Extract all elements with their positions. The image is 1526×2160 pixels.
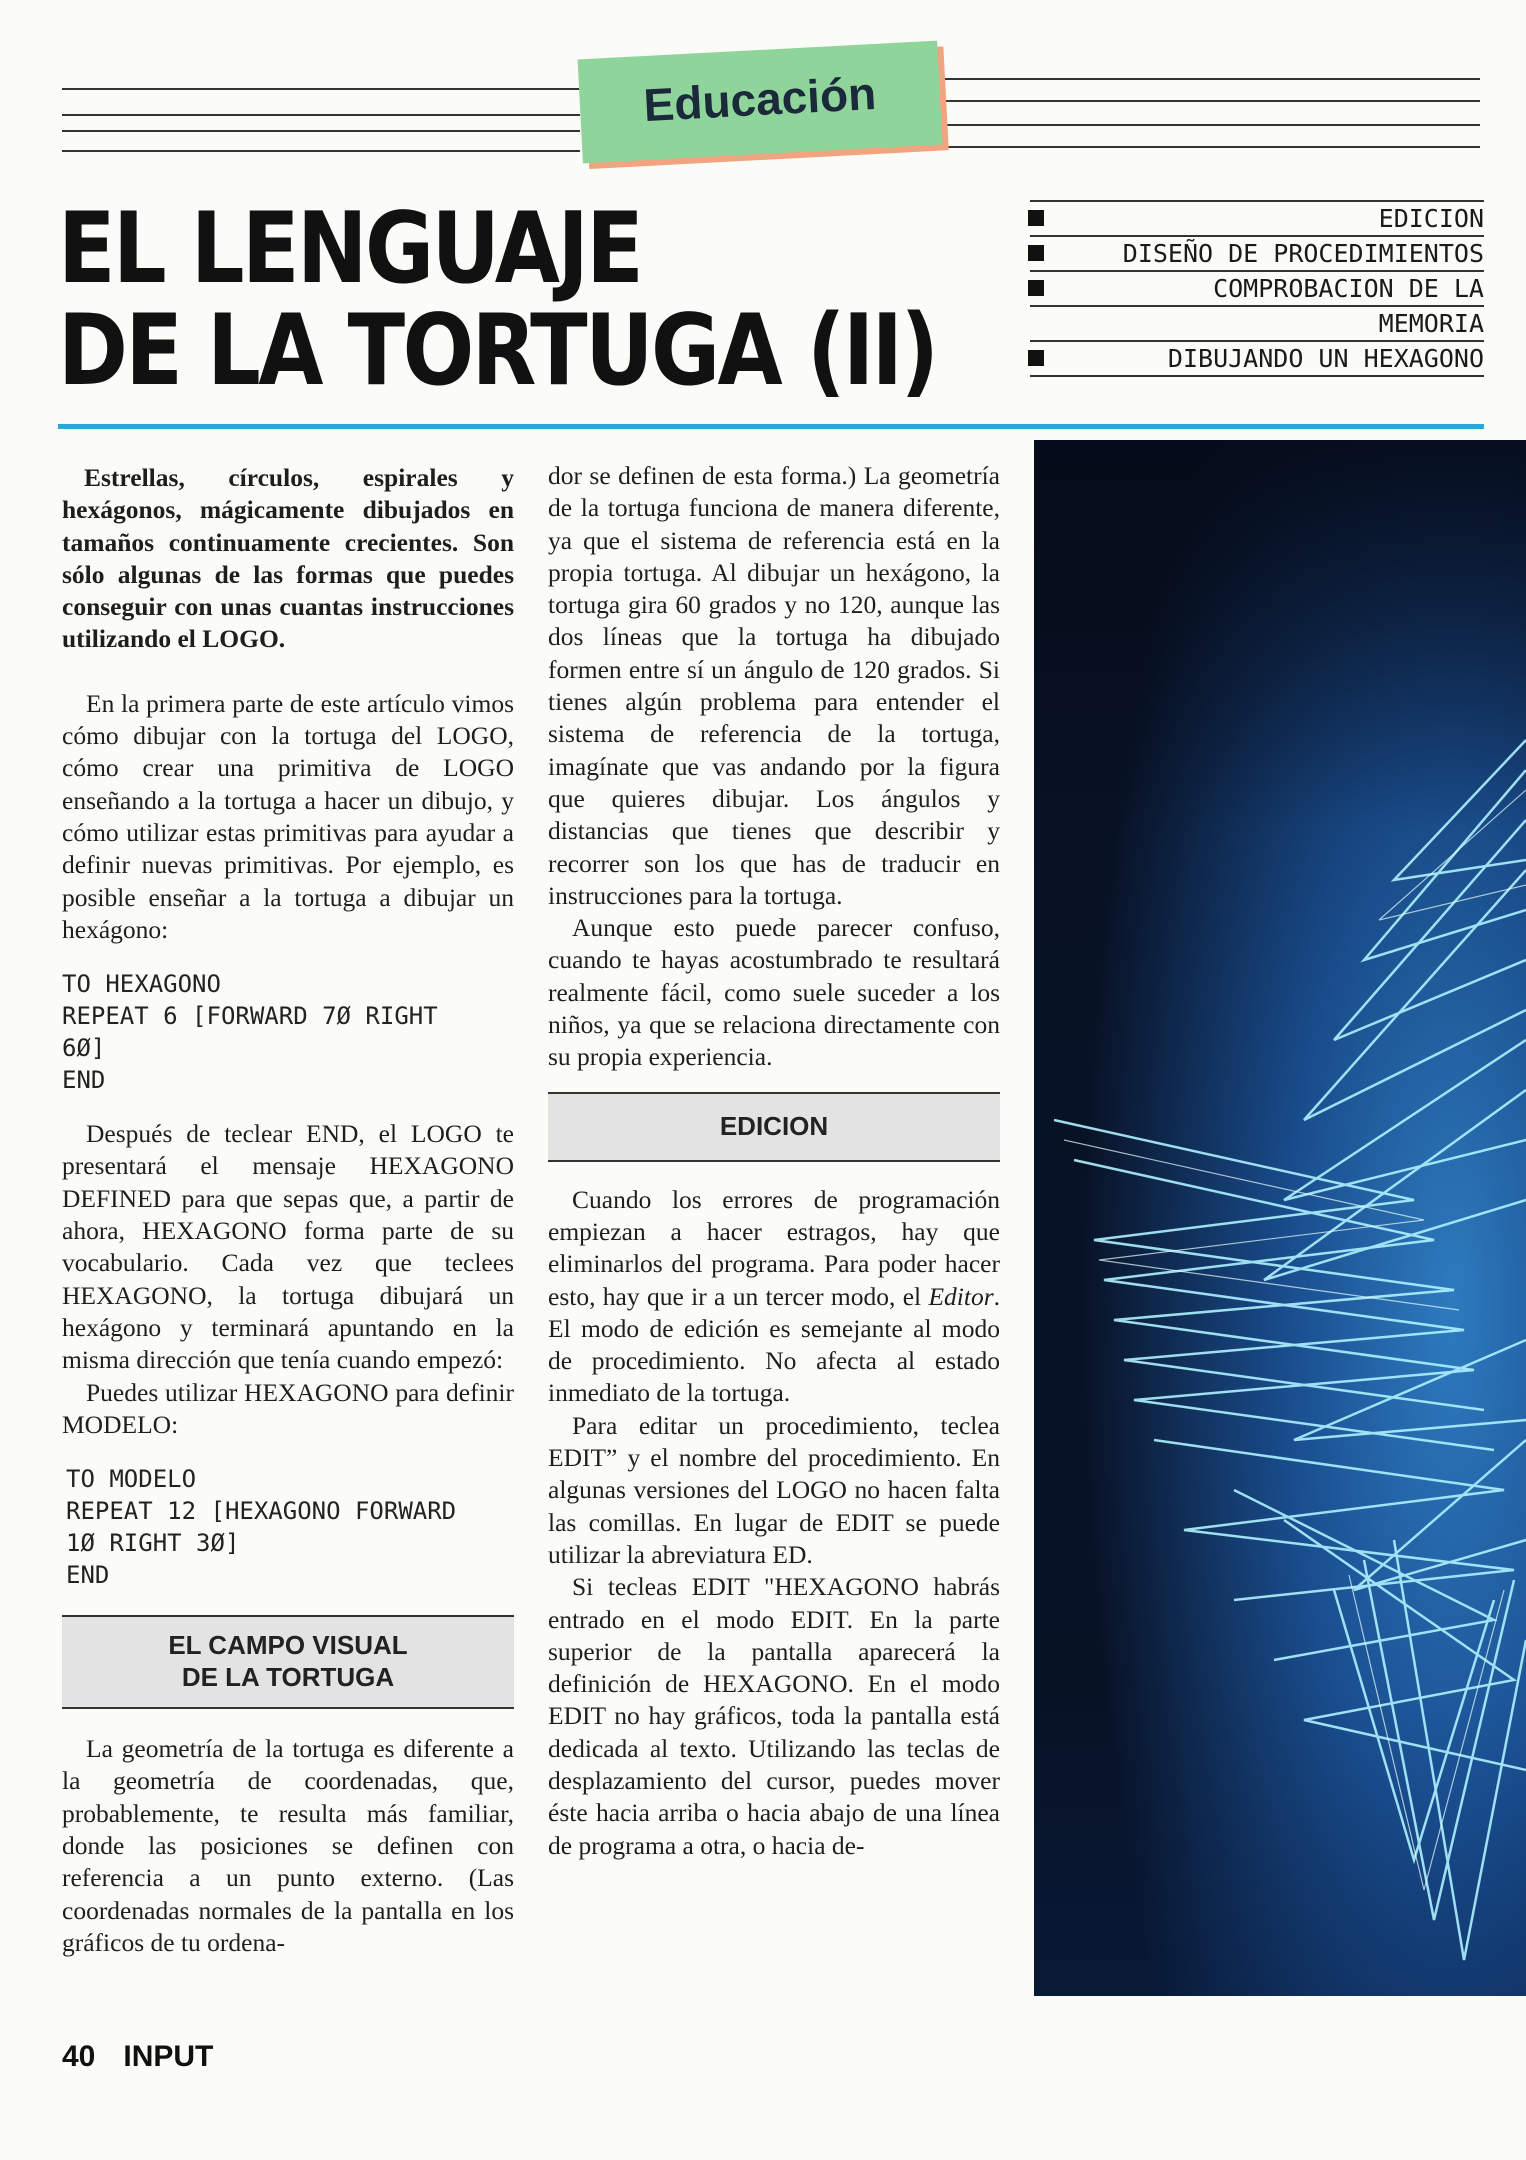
bullet-square-icon xyxy=(1028,350,1044,366)
body-paragraph: dor se definen de esta forma.) La geometría de la tortuga funciona de manera diferente, ya que el sistema de referencia está en la propia tortuga. Al dibujar un hexágono, la tortuga gira 60 grados y no 120, aunque las dos líneas que la tortuga ha dibujado formen entre sí un ángulo de 120 grados. Si tienes algún problema para entender el sistema de referencia de la tortuga, imagínate que vas andando por la figura que quieres dibujar. Los ángulos y distancias que tienes que describir y recorrer son los que has de traducir en instrucciones para la tortuga. xyxy=(548,461,1000,910)
topics-box xyxy=(1030,200,1484,377)
page-number: 40 xyxy=(62,2040,96,2073)
header-rule xyxy=(940,100,1480,102)
turtle-graphics-photo xyxy=(1034,440,1526,1996)
bullet-square-icon xyxy=(1028,280,1044,296)
star-pattern-image xyxy=(1034,440,1526,1996)
body-paragraph: Cuando los errores de programación empiezan a hacer estragos, hay que eliminarlos del programa. Para poder hacer esto, hay que ir a un tercer modo, el Editor. El modo de edición es semejante al modo de procedimiento. No afecta al estado inmediato de la tortuga. xyxy=(548,1184,1000,1408)
body-paragraph: La geometría de la tortuga es diferente a la geometría de coordenadas, que, probablemente, te resulta más familiar, donde las posiciones se definen con referencia a un punto externo. (Las coordenadas normales de la pantalla en los gráficos de tu ordena- xyxy=(62,1734,514,1957)
header-rule xyxy=(62,88,580,90)
topic-item: COMPROBACION DE LA xyxy=(1030,270,1484,305)
section-tag: Educación xyxy=(578,41,943,164)
header-rule xyxy=(62,150,580,152)
body-paragraph: En la primera parte de este artículo vimos cómo dibujar con la tortuga del LOGO, cómo crear una primitiva de LOGO enseñando a la tortuga a hacer un dibujo, y cómo utilizar estas primitivas para ayudar a definir nuevas primitivas. Por ejemplo, es posible enseñar a la tortuga a dibujar un hexágono: xyxy=(62,688,514,944)
column-2 xyxy=(548,460,1000,1862)
body-paragraph: Después de teclear END, el LOGO te presentará el mensaje HEXAGONO DEFINED para que sepas que, a partir de ahora, HEXAGONO forma parte de su vocabulario. Cada vez que teclees HEXAGONO, la tortuga dibujará un hexágono y terminará apuntando en la misma dirección que tenía cuando empezó: xyxy=(62,1119,514,1375)
page-footer xyxy=(62,2040,241,2074)
magazine-name: INPUT xyxy=(123,2040,214,2073)
body-paragraph: Puedes utilizar HEXAGONO para definir MODELO: xyxy=(62,1377,514,1439)
topic-item: DIBUJANDO UN HEXAGONO xyxy=(1030,340,1484,375)
bullet-square-icon xyxy=(1028,245,1044,261)
column-1 xyxy=(62,462,514,1959)
bullet-square-icon xyxy=(1028,210,1044,226)
header-rule xyxy=(940,146,1480,148)
code-listing-modelo: TO MODELO REPEAT 12 [HEXAGONO FORWARD 1Ø RIGHT 3Ø] END xyxy=(66,1465,457,1590)
article-title-line1: EL LENGUAJE xyxy=(58,192,642,306)
header-rule xyxy=(940,124,1480,126)
article-title-line2: DE LA TORTUGA (II) xyxy=(58,294,937,408)
topic-item: EDICION xyxy=(1030,200,1484,235)
body-paragraph: Para editar un procedimiento, teclea EDIT” y el nombre del procedimiento. En algunas versiones del LOGO no hacen falta las comillas. En lugar de EDIT se puede utilizar la abreviatura ED. xyxy=(548,1410,1000,1569)
section-heading: EDICION xyxy=(548,1092,1000,1162)
header-rule xyxy=(62,130,580,132)
body-paragraph: Si tecleas EDIT "HEXAGONO habrás entrado en el modo EDIT. En la parte superior de la pantalla aparecerá la definición de HEXAGONO. En el modo EDIT no hay gráficos, toda la pantalla está dedicada al texto. Utilizando las teclas de desplazamiento del cursor, puedes mover éste hacia arriba o hacia abajo de una línea de programa a otra, o hacia de- xyxy=(548,1572,1000,1860)
divider-line xyxy=(58,424,1484,429)
header-rule xyxy=(940,78,1480,80)
lead-paragraph: Estrellas, círculos, espirales y hexágonos, mágicamente dibujados en tamaños continuamente crecientes. Son sólo algunas de las formas que puedes conseguir con unas cuantas instrucciones utilizando el LOGO. xyxy=(62,463,514,654)
body-paragraph: Aunque esto puede parecer confuso, cuando te hayas acostumbrado te resultará realmente fácil, como suele suceder a los niños, ya que se relaciona directamente con su propia experiencia. xyxy=(548,913,1000,1072)
topic-item-continued: MEMORIA xyxy=(1030,305,1484,340)
code-listing-hexagono: TO HEXAGONO REPEAT 6 [FORWARD 7Ø RIGHT 6Ø] END xyxy=(62,970,438,1095)
section-heading: EL CAMPO VISUAL DE LA TORTUGA xyxy=(62,1615,514,1709)
header-rule xyxy=(62,114,580,116)
topic-item: DISEÑO DE PROCEDIMIENTOS xyxy=(1030,235,1484,270)
